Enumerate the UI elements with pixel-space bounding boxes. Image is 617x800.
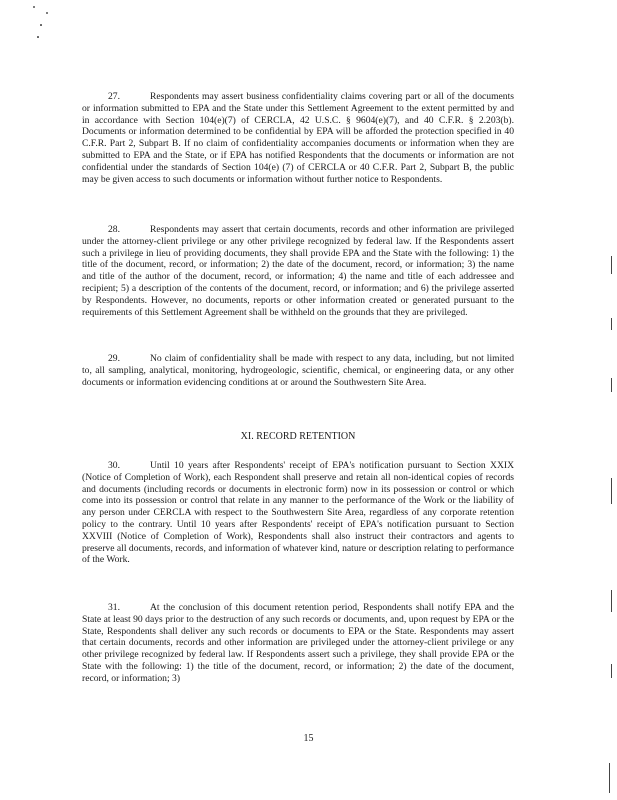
scan-speck	[46, 12, 48, 14]
paragraph-text: Until 10 years after Respondents' receipt of EPA's notification pursuant to Section XXIX (Notice of Completion of Work), each Respondent shall preserve and retain all non-identical copies of records and documents (including records or documents in electronic form) now in its possession or control or which come into its possession or control that relate in any manner to the performance of the Work or the liability of any person under CERCLA with respect to the Southwestern Site Area, regardless of any corporate retention policy to the contrary. Until 10 years after Respondents' receipt of EPA's notification pursuant to Section XXVIII (Notice of Completion of Work), Respondents shall also instruct their contractors and agents to preserve all documents, records, and information of whatever kind, nature or description relating to performance of the Work.	[82, 460, 514, 566]
section-heading: XI. RECORD RETENTION	[240, 431, 356, 442]
scan-speck	[33, 6, 35, 8]
paragraph-text: At the conclusion of this document retention period, Respondents shall notify EPA and the State at least 90 days prior to the destruction of any such records or documents, and, upon request by EPA or the State, Respondents shall deliver any such records or documents to EPA or the State. Respondents may assert that certain documents, records and other information are privileged under the attorney-client privilege or any other privilege recognized by federal law. If Respondents assert such a privilege, they shall provide EPA or the State with the following: 1) the title of the document, record, or information; 2) the date of the document, record, or information; 3)	[82, 602, 514, 684]
revision-bar	[611, 256, 612, 274]
scan-speck	[40, 24, 42, 26]
paragraph-28	[82, 224, 514, 318]
paragraph-text: No claim of confidentiality shall be made with respect to any data, including, but not limited to, all sampling, analytical, monitoring, hydrogeologic, scientific, chemical, or engineering data, or any other documents or information evidencing conditions at or around the Southwestern Site Area.	[82, 353, 514, 388]
revision-bar	[611, 478, 612, 504]
paragraph-number: 27.	[108, 91, 120, 102]
paragraph-27	[82, 91, 514, 185]
revision-bar	[611, 378, 612, 392]
paragraph-29	[82, 353, 514, 388]
paragraph-number: 28.	[108, 224, 120, 235]
paragraph-text: Respondents may assert business confidentiality claims covering part or all of the documents or information submitted to EPA and the State under this Settlement Agreement to the extent permitted by and in accordance with Section 104(e)(7) of CERCLA, 42 U.S.C. § 9604(e)(7), and 40 C.F.R. § 2.203(b). Documents or information determined to be confidential by EPA will be afforded the protection specified in 40 C.F.R. Part 2, Subpart B. If no claim of confidentiality accompanies documents or information when they are submitted to EPA and the State, or if EPA has notified Respondents that the documents or information are not confidential under the standards of Section 104(e) (7) of CERCLA or 40 C.F.R. Part 2, Subpart B, the public may be given access to such documents or information without further notice to Respondents.	[82, 91, 514, 185]
paragraph-text: Respondents may assert that certain documents, records and other information are privileged under the attorney-client privilege or any other privilege recognized by federal law. If the Respondents assert such a privilege in lieu of providing documents, they shall provide EPA and the State with the following: 1) the title of the document, record, or information; 2) the date of the document, record, or information; 3) the name and title of the author of the document, record, or information; 4) the name and title of each addressee and recipient; 5) a description of the contents of the document, record, or information; and 6) the privilege asserted by Respondents. However, no documents, reports or other information created or generated pursuant to the requirements of this Settlement Agreement shall be withheld on the grounds that they are privileged.	[82, 224, 514, 318]
revision-bar	[611, 664, 612, 678]
revision-bar	[609, 763, 610, 793]
paragraph-number: 31.	[108, 602, 120, 613]
paragraph-number: 30.	[108, 460, 120, 471]
revision-bar	[611, 590, 612, 612]
paragraph-30	[82, 460, 514, 566]
page-number: 15	[303, 733, 314, 744]
scan-speck	[37, 36, 39, 38]
revision-bar	[611, 318, 612, 330]
paragraph-number: 29.	[108, 353, 120, 364]
paragraph-31	[82, 602, 514, 685]
